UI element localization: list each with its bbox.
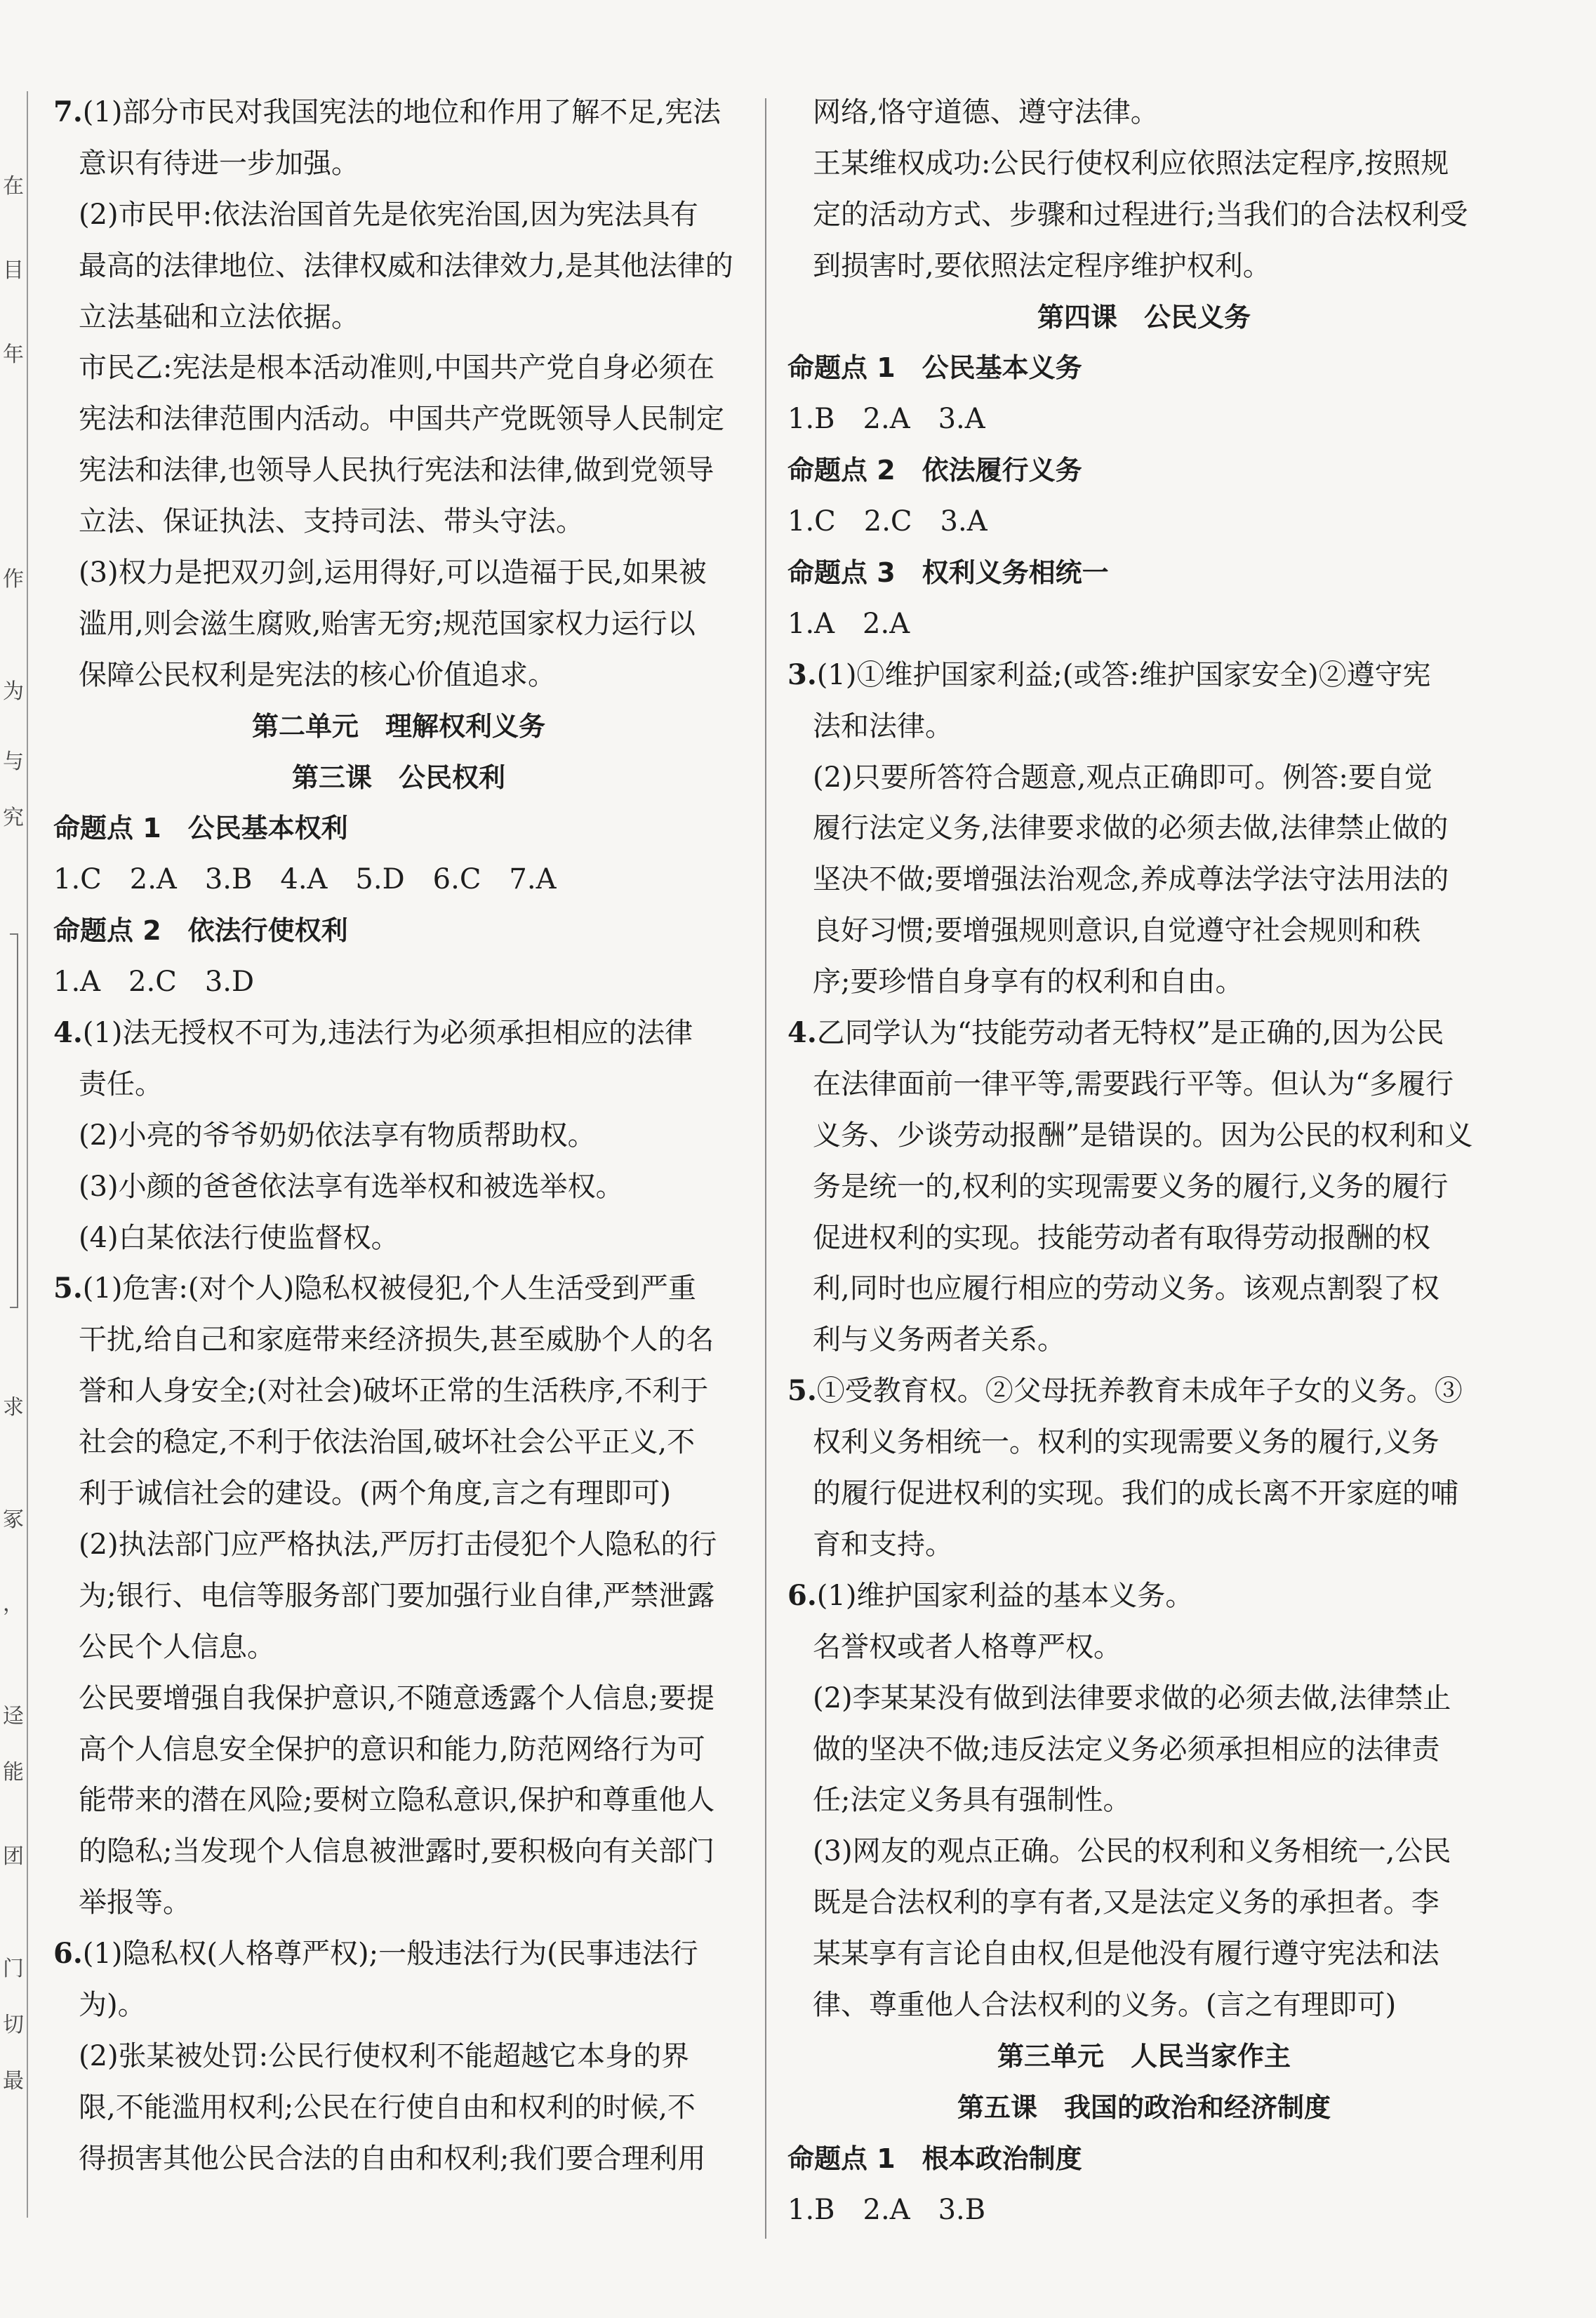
topic-heading (787, 547, 1501, 599)
line-text: 公民要增强自我保护意识,不随意透露个人信息;要提 (79, 1681, 715, 1714)
text-line (787, 1161, 1501, 1213)
line-text: 第四课 公民义务 (1037, 301, 1251, 333)
text-line (53, 1059, 744, 1110)
text-line (787, 752, 1501, 804)
line-text: 命题点 1 公民基本义务 (787, 352, 1082, 384)
margin-char: 冢 (3, 1507, 24, 1532)
text-line (53, 650, 744, 701)
line-text: (2)李某某没有做到法律要求做的必须去做,法律禁止 (813, 1681, 1451, 1714)
text-line (53, 292, 744, 343)
line-text: 序;要珍惜自身享有的权利和自由。 (813, 966, 1244, 999)
margin-char: 作 (3, 567, 24, 592)
text-line (53, 1775, 744, 1826)
section-heading (53, 701, 744, 752)
line-text: 宪法和法律,也领导人民执行宪法和法律,做到党领导 (79, 454, 714, 487)
line-text: 高个人信息安全保护的意识和能力,防范网络行为可 (79, 1733, 705, 1766)
line-text: 良好习惯;要增强规则意识,自觉遵守社会规则和秩 (813, 914, 1421, 947)
line-text: 第三课 公民权利 (291, 761, 505, 793)
text-line (53, 2031, 744, 2082)
text-line (53, 1673, 744, 1724)
line-text: 为;银行、电信等服务部门要加强行业自律,严禁泄露 (79, 1579, 715, 1612)
line-text: 1.C 2.C 3.A (787, 505, 987, 538)
line-text: 命题点 2 依法行使权利 (53, 915, 348, 947)
text-line (787, 1673, 1501, 1724)
line-text: 责任。 (79, 1067, 163, 1100)
text-line (787, 1980, 1501, 2031)
text-line (53, 342, 744, 394)
question-number: 6. (53, 1937, 83, 1971)
line-text: 1.B 2.A 3.B (787, 2193, 986, 2226)
margin-char: 门 (3, 1957, 24, 1981)
line-text: 王某维权成功:公民行使权利应依照法定程序,按照规 (813, 147, 1449, 180)
line-text: 社会的稳定,不利于依法治国,破坏社会公平正义,不 (79, 1426, 696, 1459)
text-line (53, 1468, 744, 1519)
topic-heading (787, 342, 1501, 394)
margin-frame (10, 933, 18, 1308)
line-text: 的隐私;当发现个人信息被泄露时,要积极向有关部门 (79, 1835, 715, 1868)
line-text: 立法、保证执法、支持司法、带头守法。 (79, 505, 584, 538)
line-text: 1.B 2.A 3.A (787, 403, 985, 436)
question-item (53, 1008, 744, 1059)
line-text: 在法律面前一律平等,需要践行平等。但认为“多履行 (813, 1067, 1454, 1100)
line-text: (1)部分市民对我国宪法的地位和作用了解不足,宪法 (82, 96, 721, 128)
line-text: (1)隐私权(人格尊严权);一般违法行为(民事违法行 (82, 1938, 698, 1971)
question-number: 4. (787, 1016, 817, 1050)
line-text: 乙同学认为“技能劳动者无特权”是正确的,因为公民 (816, 1017, 1444, 1050)
line-text: 第五课 我国的政治和经济制度 (957, 2091, 1331, 2123)
line-text: ①受教育权。②父母抚养教育未成年子女的义务。③ (816, 1375, 1463, 1408)
text-line (53, 547, 744, 599)
line-text: 利与义务两者关系。 (813, 1324, 1065, 1357)
line-text: 做的坚决不做;违反法定义务必须承担相应的法律责 (813, 1733, 1440, 1766)
margin-char: 为 (3, 679, 24, 704)
question-number: 4. (53, 1016, 83, 1050)
text-line (53, 189, 744, 241)
topic-heading (53, 803, 744, 854)
line-text: 义务、少谈劳动报酬”是错误的。因为公民的权利和义 (813, 1119, 1473, 1152)
line-text: 1.A 2.A (787, 607, 910, 640)
text-line (787, 1110, 1501, 1161)
margin-char: 切 (3, 2013, 24, 2037)
question-item (787, 650, 1501, 701)
text-line (787, 1929, 1501, 1980)
line-text: 1.A 2.C 3.D (53, 966, 255, 999)
text-line (53, 854, 744, 905)
text-line (53, 1622, 744, 1673)
question-number: 5. (53, 1272, 83, 1305)
margin-char: 求 (3, 1395, 24, 1420)
text-line (53, 1826, 744, 1877)
line-text: 市民乙:宪法是根本活动准则,中国共产党自身必须在 (79, 352, 715, 385)
text-line (787, 189, 1501, 241)
margin-char: ， (3, 1592, 24, 1616)
line-text: 宪法和法律范围内活动。中国共产党既领导人民制定 (79, 403, 724, 436)
text-line (787, 394, 1501, 445)
text-line (53, 1980, 744, 2031)
text-line (787, 1519, 1501, 1571)
text-line (53, 394, 744, 445)
text-line (787, 905, 1501, 957)
line-text: (2)小亮的爷爷奶奶依法享有物质帮助权。 (79, 1119, 596, 1152)
text-line (53, 1213, 744, 1264)
text-line (787, 1724, 1501, 1776)
line-text: (1)①维护国家利益;(或答:维护国家安全)②遵守宪 (816, 658, 1431, 691)
text-line (787, 957, 1501, 1008)
section-heading (787, 2031, 1501, 2082)
line-text: (2)市民甲:依法治国首先是依宪治国,因为宪法具有 (79, 198, 698, 231)
text-line (787, 803, 1501, 854)
line-text: 举报等。 (79, 1886, 191, 1919)
line-text: 法和法律。 (813, 710, 953, 742)
line-text: (2)执法部门应严格执法,严厉打击侵犯个人隐私的行 (79, 1528, 717, 1561)
margin-char: 在 (3, 174, 24, 199)
line-text: (3)小颜的爸爸依法享有选举权和被选举权。 (79, 1170, 624, 1203)
line-text: 为)。 (79, 1988, 146, 2021)
text-line (787, 2185, 1501, 2236)
question-number: 7. (53, 95, 83, 128)
question-number: 5. (787, 1374, 817, 1408)
text-line (53, 445, 744, 496)
margin-char: 能 (3, 1760, 24, 1785)
margin-char: 迳 (3, 1704, 24, 1728)
question-number: 3. (787, 658, 817, 691)
line-text: 权利义务相统一。权利的实现需要义务的履行,义务 (813, 1426, 1439, 1459)
margin-char: 目 (3, 258, 24, 283)
right-column (787, 87, 1501, 2235)
text-line (787, 1059, 1501, 1110)
text-line (787, 1826, 1501, 1877)
text-line (787, 1775, 1501, 1826)
line-text: (1)危害:(对个人)隐私权被侵犯,个人生活受到严重 (82, 1272, 696, 1305)
text-line (53, 1724, 744, 1776)
line-text: (1)维护国家利益的基本义务。 (816, 1579, 1194, 1612)
question-item (787, 1571, 1501, 1622)
text-line (53, 2082, 744, 2133)
line-text: 定的活动方式、步骤和过程进行;当我们的合法权利受 (813, 198, 1468, 231)
text-line (53, 1877, 744, 1929)
text-line (787, 1314, 1501, 1366)
text-line (787, 1417, 1501, 1468)
text-line (53, 1314, 744, 1366)
line-text: 公民个人信息。 (79, 1630, 275, 1663)
text-line (53, 1571, 744, 1622)
line-text: 某某享有言论自由权,但是他没有履行遵守宪法和法 (813, 1938, 1439, 1971)
line-text: 最高的法律地位、法律权威和法律效力,是其他法律的 (79, 249, 733, 282)
line-text: 保障公民权利是宪法的核心价值追求。 (79, 658, 556, 691)
section-heading (787, 292, 1501, 343)
line-text: 第二单元 理解权利义务 (251, 710, 545, 742)
line-text: 滥用,则会滋生腐败,贻害无穷;规范国家权力运行以 (79, 607, 696, 640)
left-column (53, 87, 744, 2185)
line-text: 坚决不做;要增强法治观念,养成尊法学法守法用法的 (813, 863, 1449, 896)
line-text: 命题点 1 公民基本权利 (53, 813, 348, 844)
topic-heading (787, 445, 1501, 496)
text-line (787, 1622, 1501, 1673)
text-line (53, 1110, 744, 1161)
question-number: 6. (787, 1578, 817, 1612)
line-text: 得损害其他公民合法的自由和权利;我们要合理利用 (79, 2142, 706, 2175)
margin-char: 究 (3, 806, 24, 830)
text-line (53, 1519, 744, 1571)
line-text: 履行法定义务,法律要求做的必须去做,法律禁止做的 (813, 812, 1449, 845)
line-text: 既是合法权利的享有者,又是法定义务的承担者。李 (813, 1886, 1439, 1919)
margin-rule (27, 91, 28, 2218)
text-line (787, 599, 1501, 650)
line-text: 务是统一的,权利的实现需要义务的履行,义务的履行 (813, 1170, 1449, 1203)
line-text: 命题点 2 依法履行义务 (787, 455, 1082, 486)
text-line (787, 241, 1501, 292)
question-item (787, 1366, 1501, 1417)
text-line (53, 1161, 744, 1213)
line-text: 任;法定义务具有强制性。 (813, 1784, 1131, 1817)
text-line (787, 1213, 1501, 1264)
question-item (53, 1263, 744, 1314)
line-text: 命题点 3 权利义务相统一 (787, 557, 1109, 589)
text-line (53, 599, 744, 650)
line-text: 能带来的潜在风险;要树立隐私意识,保护和尊重他人 (79, 1784, 715, 1817)
text-line (787, 701, 1501, 752)
line-text: 命题点 1 根本政治制度 (787, 2143, 1082, 2174)
text-line (787, 1263, 1501, 1314)
text-line (53, 2133, 744, 2185)
text-line (787, 138, 1501, 189)
text-line (53, 1366, 744, 1417)
line-text: 的履行促进权利的实现。我们的成长离不开家庭的哺 (813, 1477, 1458, 1510)
topic-heading (53, 905, 744, 957)
line-text: (3)网友的观点正确。公民的权利和义务相统一,公民 (813, 1835, 1451, 1868)
line-text: 誉和人身安全;(对社会)破坏正常的生活秩序,不利于 (79, 1375, 709, 1408)
line-text: 立法基础和立法依据。 (79, 300, 359, 333)
text-line (53, 1417, 744, 1468)
line-text: 意识有待进一步加强。 (79, 147, 359, 180)
text-line (53, 138, 744, 189)
question-item (787, 1008, 1501, 1059)
section-heading (53, 752, 744, 804)
line-text: 律、尊重他人合法权利的义务。(言之有理即可) (813, 1988, 1397, 2021)
text-line (787, 1468, 1501, 1519)
text-line (53, 957, 744, 1008)
column-divider (765, 98, 766, 2239)
line-text: 利,同时也应履行相应的劳动义务。该观点割裂了权 (813, 1272, 1439, 1305)
line-text: (2)张某被处罚:公民行使权利不能超越它本身的界 (79, 2039, 690, 2072)
line-text: 干扰,给自己和家庭带来经济损失,甚至威胁个人的名 (79, 1324, 714, 1357)
line-text: 促进权利的实现。技能劳动者有取得劳动报酬的权 (813, 1221, 1430, 1254)
line-text: 育和支持。 (813, 1528, 953, 1561)
section-heading (787, 2082, 1501, 2133)
line-text: (2)只要所答符合题意,观点正确即可。例答:要自觉 (813, 761, 1432, 794)
question-item (53, 87, 744, 138)
line-text: (1)法无授权不可为,违法行为必须承担相应的法律 (82, 1017, 693, 1050)
text-line (53, 496, 744, 547)
text-line (53, 241, 744, 292)
margin-char: 最 (3, 2069, 24, 2093)
question-item (53, 1929, 744, 1980)
line-text: (3)权力是把双刃剑,运用得好,可以造福于民,如果被 (79, 557, 707, 590)
line-text: 到损害时,要依照法定程序维护权利。 (813, 249, 1271, 282)
line-text: 第三单元 人民当家作主 (997, 2040, 1291, 2072)
line-text: 限,不能滥用权利;公民在行使自由和权利的时候,不 (79, 2091, 696, 2124)
line-text: 利于诚信社会的建设。(两个角度,言之有理即可) (79, 1477, 671, 1510)
text-line (787, 1877, 1501, 1929)
text-line (787, 496, 1501, 547)
line-text: (4)白某依法行使监督权。 (79, 1221, 399, 1254)
line-text: 1.C 2.A 3.B 4.A 5.D 6.C 7.A (53, 863, 557, 896)
margin-char: 与 (3, 750, 24, 774)
line-text: 名誉权或者人格尊严权。 (813, 1630, 1122, 1663)
topic-heading (787, 2133, 1501, 2185)
binding-margin (0, 0, 28, 2318)
text-line (787, 854, 1501, 905)
margin-char: 年 (3, 342, 24, 367)
margin-char: 团 (3, 1844, 24, 1869)
line-text: 网络,恪守道德、遵守法律。 (813, 96, 1159, 128)
text-line (787, 87, 1501, 138)
